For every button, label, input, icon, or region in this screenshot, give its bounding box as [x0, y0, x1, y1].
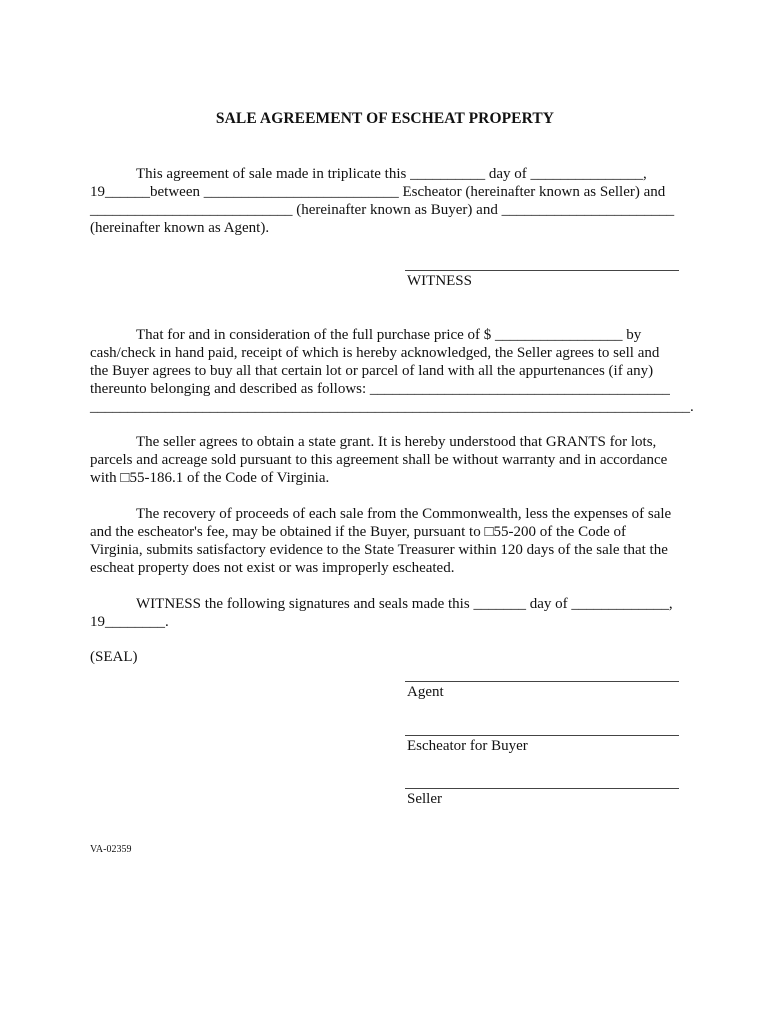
recovery-line-3: Virginia, submits satisfactory evidence to the State Treasurer within 120 days of the sale that the — [90, 542, 668, 558]
seller-label: Seller — [407, 791, 442, 807]
intro-line-1: This agreement of sale made in triplicate this __________ day of _______________, — [136, 166, 647, 182]
consideration-paragraph — [90, 326, 694, 416]
form-code: VA-02359 — [90, 844, 132, 855]
escheator-signature-line — [405, 735, 679, 736]
witness-clause-line-2: 19________. — [90, 614, 169, 630]
seller-signature-line — [405, 788, 679, 789]
intro-line-3: ___________________________ (hereinafter known as Buyer) and _______________________ — [90, 202, 675, 218]
escheator-label: Escheator for Buyer — [407, 738, 528, 754]
document-title: SALE AGREEMENT OF ESCHEAT PROPERTY — [215, 110, 555, 127]
witness-clause-line-1: WITNESS the following signatures and seals made this _______ day of _____________, — [136, 596, 673, 612]
grant-line-2: parcels and acreage sold pursuant to this agreement shall be without warranty and in accordance — [90, 452, 668, 468]
agent-signature-line — [405, 681, 679, 682]
intro-line-2: 19______between __________________________ Escheator (hereinafter known as Seller) and — [90, 184, 666, 200]
consideration-line-1: That for and in consideration of the full purchase price of $ _________________ by — [136, 327, 642, 343]
grant-line-3: with □55-186.1 of the Code of Virginia. — [90, 470, 330, 486]
recovery-line-1: The recovery of proceeds of each sale from the Commonwealth, less the expenses of sale — [136, 506, 672, 522]
grant-line-1: The seller agrees to obtain a state grant. It is hereby understood that GRANTS for lots, — [136, 434, 657, 450]
witness-clause-paragraph — [90, 595, 680, 631]
consideration-line-5: ________________________________________________________________________________. — [90, 399, 694, 415]
witness-signature-line — [405, 270, 679, 271]
consideration-line-2: cash/check in hand paid, receipt of which is hereby acknowledged, the Seller agrees to sell and — [90, 345, 660, 361]
grant-paragraph — [90, 433, 680, 487]
seal-label: (SEAL) — [90, 649, 138, 665]
recovery-line-2: and the escheator's fee, may be obtained if the Buyer, pursuant to □55-200 of the Code of — [90, 524, 627, 540]
intro-line-4: (hereinafter known as Agent). — [90, 220, 270, 236]
consideration-line-4: thereunto belonging and described as follows: ________________________________________ — [90, 381, 670, 397]
witness-heading: WITNESS — [407, 273, 472, 289]
consideration-line-3: the Buyer agrees to buy all that certain lot or parcel of land with all the appurtenances (if any) — [90, 363, 654, 379]
recovery-line-4: escheat property does not exist or was improperly escheated. — [90, 560, 455, 576]
agent-label: Agent — [407, 684, 444, 700]
recovery-paragraph — [90, 505, 680, 577]
intro-paragraph — [90, 165, 680, 237]
